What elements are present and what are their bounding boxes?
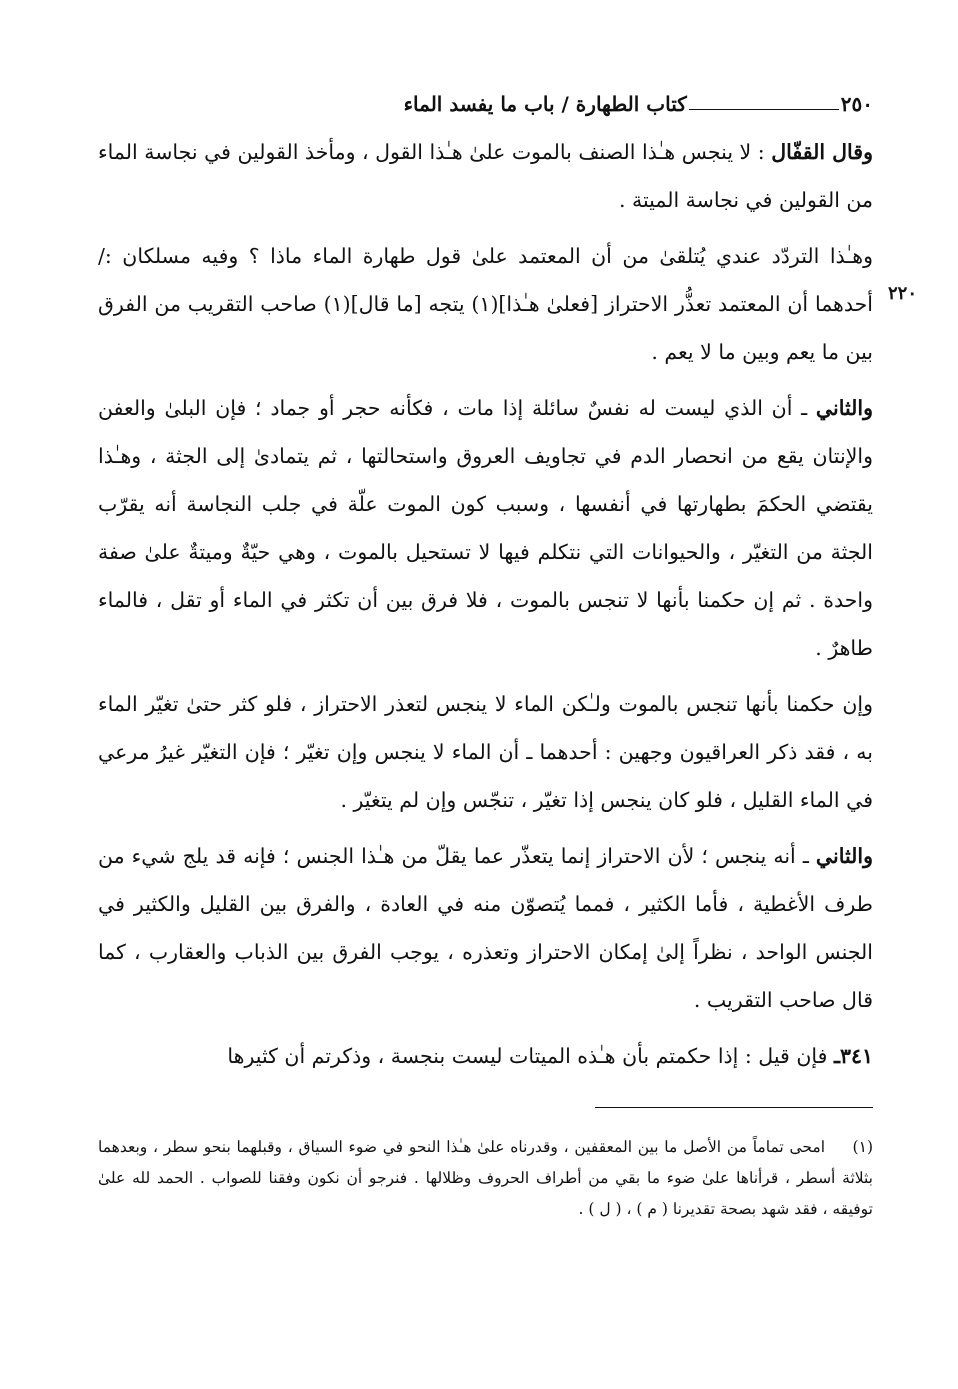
paragraph-lead: والثاني: [815, 396, 873, 420]
paragraph-body: ـ أن الذي ليست له نفسٌ سائلة إذا مات ، فكأنه حجر أو جماد ؛ فإن البلىٰ والعفن والإنتان يقع من انحصار الدم في تجاويف العروق واستحالتها ، ثم يتمادىٰ إلى الجثة ، وهـٰذا يقتضي الحكمَ بطهارتها في أنفسها ، وسبب كون الموت علّة في جلب النجاسة أنه يقرّب الجثة من التغيّر ، والحيوانات التي نتكلم فيها لا تستحيل بالموت ، وهي حيّةٌ وميتةٌ علىٰ صفة واحدة . ثم إن حكمنا بأنها لا تنجس بالموت ، فلا فرق بين أن تكثر في الماء أو تقل ، فالماء طاهرٌ .: [98, 396, 873, 660]
section-number: ٣٤١ـ: [833, 1044, 873, 1068]
page-number: ٢٥٠: [840, 92, 873, 116]
footnote-number: (١): [852, 1138, 873, 1156]
paragraph-body: : لا ينجس هـٰذا الصنف بالموت علىٰ هـٰذا القول ، ومأخذ القولين في نجاسة الماء من القولين في نجاسة الميتة .: [98, 140, 873, 212]
paragraph: [98, 832, 873, 1024]
paragraph-body: فإن قيل : إذا حكمتم بأن هـٰذه الميتات ليست بنجسة ، وذكرتم أن كثيرها: [227, 1044, 834, 1068]
running-header: [98, 80, 873, 116]
paragraph-body: ـ أنه ينجس ؛ لأن الاحتراز إنما يتعذّر عما يقلّ من هـٰذا الجنس ؛ فإنه قد يلج شيء من طرف الأغطية ، فأما الكثير ، فمما يُتصوّن منه في العادة ، والفرق بين القليل والكثير في الجنس الواحد ، نظراً إلىٰ إمكان الاحتراز وتعذره ، يوجب الفرق بين الذباب والعقارب ، كما قال صاحب التقريب .: [98, 844, 873, 1012]
paragraph: [98, 384, 873, 672]
paragraph-lead: وقال القفّال: [771, 140, 873, 164]
main-text: [98, 128, 873, 1088]
paragraph-body: وإن حكمنا بأنها تنجس بالموت ولـٰكن الماء لا ينجس لتعذر الاحتراز ، فلو كثر حتىٰ تغيّر الماء به ، فقد ذكر العراقيون وجهين : أحدهما ـ أن الماء لا ينجس وإن تغيّر ؛ فإن التغيّر غيرُ مرعي في الماء القليل ، فلو كان ينجس إذا تغيّر ، تنجّس وإن لم يتغيّر .: [98, 692, 873, 812]
header-title: كتاب الطهارة / باب ما يفسد الماء: [403, 92, 687, 116]
paragraph-body: وهـٰذا التردّد عندي يُتلقىٰ من أن المعتمد علىٰ قول طهارة الماء ماذا ؟ وفيه مسلكان :/ أحدهما أن المعتمد تعذُّر الاحتراز [فعلىٰ هـٰذا](١) يتجه [ما قال](١) صاحب التقريب من الفرق بين ما يعم وبين ما لا يعم .: [98, 244, 874, 364]
footnotes: [98, 1132, 873, 1225]
paragraph: [98, 1032, 873, 1080]
paragraph-lead: والثاني: [815, 844, 873, 868]
paragraph: [98, 128, 873, 224]
margin-page-reference: ٢٢٠: [888, 283, 918, 304]
footnote-text: امحى تماماً من الأصل ما بين المعقفين ، وقدرناه علىٰ هـٰذا النحو في ضوء السياق ، وقبلهما بنحو سطر ، وبعدهما بثلاثة أسطر ، قرأناها علىٰ ضوء ما بقي من أطراف الحروف وظلالها . فنرجو أن نكون وفقنا للصواب . الحمد لله علىٰ توفيقه ، فقد شهد بصحة تقديرنا ( م ) ، ( ل ) .: [98, 1138, 873, 1218]
paragraph: [98, 232, 873, 376]
footnote-separator: [595, 1107, 873, 1108]
paragraph: [98, 680, 873, 824]
header-rule: [689, 99, 839, 110]
